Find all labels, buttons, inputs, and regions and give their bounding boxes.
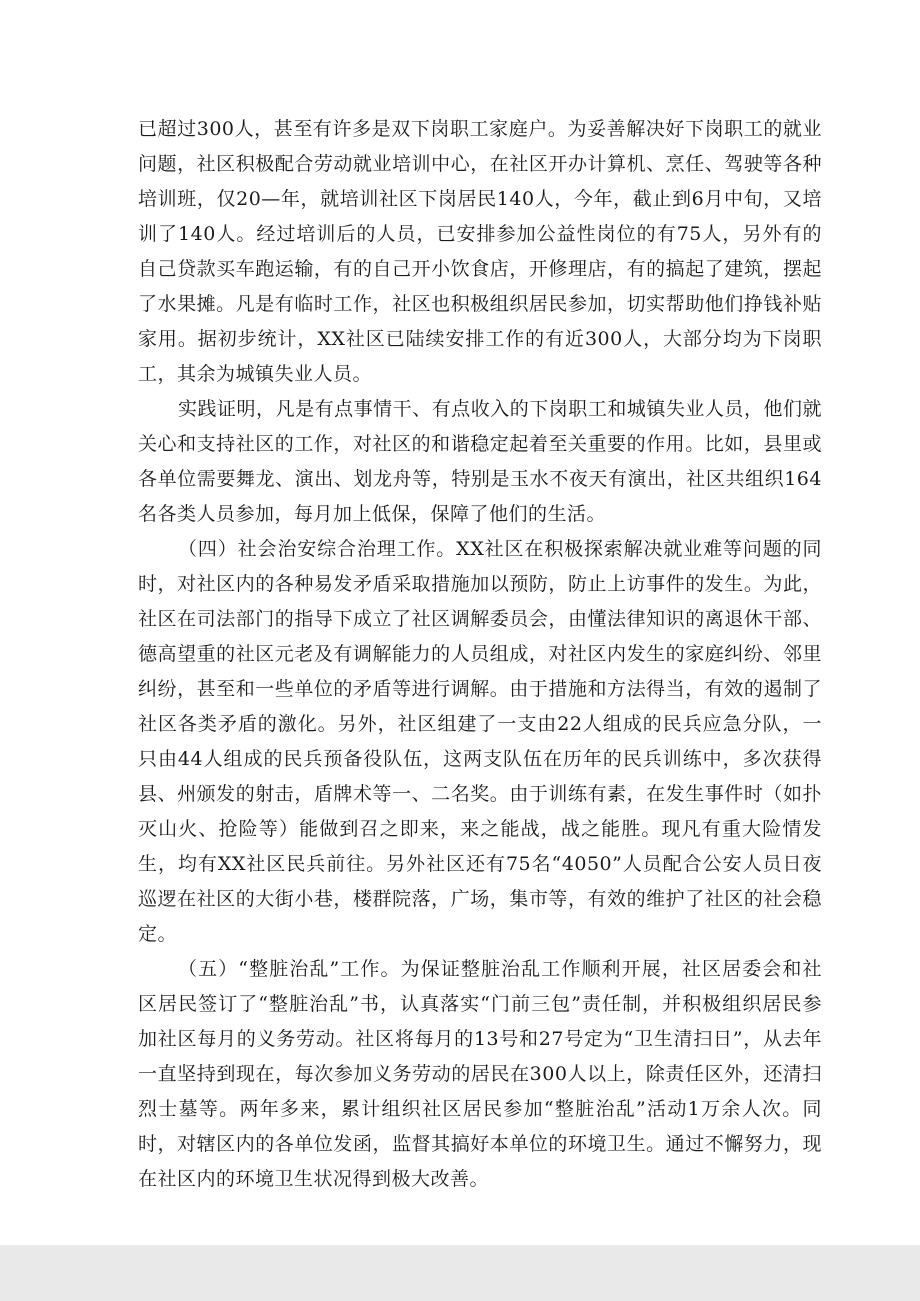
page-top-margin bbox=[0, 0, 920, 100]
document-body bbox=[138, 112, 822, 1197]
page-bottom-band bbox=[0, 1245, 920, 1301]
paragraph-2: 实践证明，凡是有点事情干、有点收入的下岗职工和城镇失业人员，他们就关心和支持社区的工作，对社区的和谐稳定起着至关重要的作用。比如，县里或各单位需要舞龙、演出、划龙舟等，特别是玉水不夜天有演出，社区共组织164名各类人员参加，每月加上低保，保障了他们的生活。 bbox=[138, 398, 822, 525]
paragraph-4: （五）“整脏治乱”工作。为保证整脏治乱工作顺利开展，社区居委会和社区居民签订了“整脏治乱”书，认真落实“门前三包”责任制，并积极组织居民参加社区每月的义务劳动。社区将每月的13号和27号定为“卫生清扫日”，从去年一直坚持到现在，每次参加义务劳动的居民在300人以上，除责任区外，还清扫烈士墓等。两年多来，累计组织社区居民参加“整脏治乱”活动1万余人次。同时，对辖区内的各单位发函，监督其搞好本单位的环境卫生。通过不懈努力，现在社区内的环境卫生状况得到极大改善。 bbox=[138, 958, 822, 1190]
paragraph-3: （四）社会治安综合治理工作。XX社区在积极探索解决就业难等问题的同时，对社区内的各种易发矛盾采取措施加以预防，防止上访事件的发生。为此，社区在司法部门的指导下成立了社区调解委员会，由懂法律知识的离退休干部、德高望重的社区元老及有调解能力的人员组成，对社区内发生的家庭纠纷、邻里纠纷，甚至和一些单位的矛盾等进行调解。由于措施和方法得当，有效的遏制了社区各类矛盾的激化。另外，社区组建了一支由22人组成的民兵应急分队，一只由44人组成的民兵预备役队伍，这两支队伍在历年的民兵训练中，多次获得县、州颁发的射击，盾牌术等一、二名奖。由于训练有素，在发生事件时（如扑灭山火、抢险等）能做到召之即来，来之能战，战之能胜。现凡有重大险情发生，均有XX社区民兵前往。另外社区还有75名“4050”人员配合公安人员日夜巡逻在社区的大街小巷，楼群院落，广场，集市等，有效的维护了社区的社会稳定。 bbox=[138, 538, 822, 945]
paragraph-1: 已超过300人，甚至有许多是双下岗职工家庭户。为妥善解决好下岗职工的就业问题，社区积极配合劳动就业培训中心，在社区开办计算机、烹任、驾驶等各种培训班，仅20—年，就培训社区下岗居民140人，今年，截止到6月中旬，又培训了140人。经过培训后的人员，已安排参加公益性岗位的有75人，另外有的自己贷款买车跑运输，有的自己开小饮食店，开修理店，有的搞起了建筑，摆起了水果摊。凡是有临时工作，社区也积极组织居民参加，切实帮助他们挣钱补贴家用。据初步统计，XX社区已陆续安排工作的有近300人，大部分均为下岗职工，其余为城镇失业人员。 bbox=[138, 118, 822, 385]
